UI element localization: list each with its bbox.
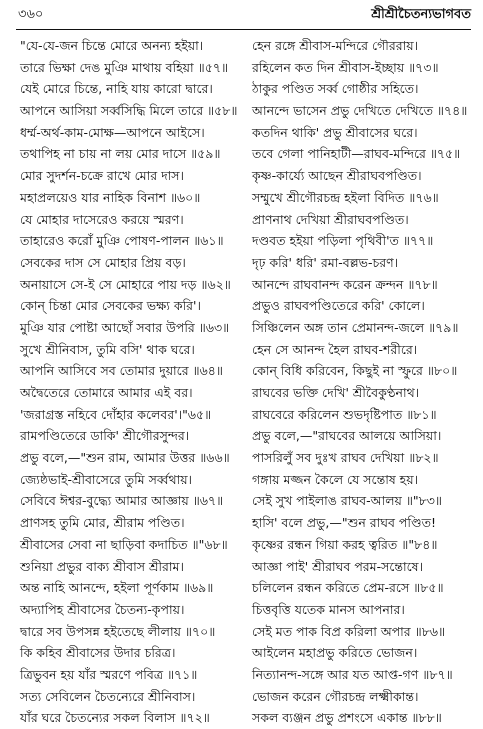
verse-line: কতদিন থাকি' প্রভু শ্রীবাসের ঘরে। [252, 124, 418, 140]
verse-line: সেবিবে ঈশ্বর-বুদ্ধ্যে আমার আজ্ঞায় ॥৬৭॥ [20, 493, 224, 509]
verse-line: আপনি আসিবে সব তোমার দুয়ারে ॥৬৪॥ [20, 363, 223, 379]
verse-line: জ্যেষ্ঠভাই-শ্রীবাসেরে তুমি সর্ব্বথায়। [20, 471, 193, 487]
verse-line: তথাপিহ না চায় না লয় মোর দাসে ॥৫৯॥ [20, 146, 221, 162]
verse-line: রাঘবের ভক্তি দেখি' শ্রীবৈকুণ্ঠনাথ। [252, 385, 420, 400]
verse-line: ঠাকুর পণ্ডিত সর্ব্ব গোষ্ঠীর সহিতে। [252, 81, 419, 97]
verse-line: আনন্দে ভাসেন প্রভু দেখিতে দেখিতে ॥৭৪॥ [252, 103, 468, 119]
verse-line: চিত্তবৃত্তি যতেক মানস আপনার। [252, 601, 405, 617]
verse-line: প্রভু বলে,—"শুন রাম, আমার উত্তর ॥৬৬॥ [20, 450, 230, 466]
verse-line: আজ্ঞা পাই' শ্রীরাঘব পরম-সন্তোষে। [252, 558, 424, 574]
verse-line: যাঁর ঘরে চৈতন্যের সকল বিলাস ॥৭২॥ [20, 710, 210, 726]
verse-line: আপনে আসিয়া সর্ব্বসিদ্ধি মিলে তারে ॥৫৮॥ [20, 103, 238, 119]
verse-line: আইলেন মহাপ্রভু করিতে ভোজন। [252, 645, 418, 661]
running-title: শ্রীশ্রীচৈতন্যভাগবত [371, 7, 471, 22]
verse-line: অনায়াসে সে-ই সে মোহারে পায় দড় ॥৬২॥ [20, 276, 231, 292]
verse-line: তবে গেলা পানিহাটী—রাঘব-মন্দিরে ॥৭৫॥ [252, 146, 461, 162]
verse-line: সেই সুখ পাইলাঙ রাঘব-আলয় ॥"৮৩॥ [252, 493, 442, 509]
verse-line: হেন রঙ্গে শ্রীবাস-মন্দিরে গৌররায়। [252, 38, 419, 53]
verse-line: শ্রীবাসের সেবা না ছাড়িবা কদাচিত ॥"৬৮॥ [20, 536, 228, 552]
verse-line: চলিলেন রন্ধন করিতে প্রেম-রসে ॥৮৫॥ [252, 580, 444, 596]
verse-line: দৃঢ় করি' ধরি' রমা-বল্লভ-চরণ। [252, 254, 399, 270]
verse-line: যে মোহার দাসেরেও করয়ে স্মরণ। [20, 211, 184, 227]
verse-line: ভোজন করেন গৌরচন্দ্র লক্ষ্মীকান্ত। [252, 688, 419, 704]
verse-line: সুখে শ্রীনিবাস, তুমি বসি' থাক ঘরে। [20, 341, 195, 357]
verse-line: মহাপ্রলয়েও যার নাহিক বিনাশ ॥৬০॥ [20, 189, 201, 205]
verse-line: মুঞি যার পোষ্টা আছোঁ সবার উপরি ॥৬৩॥ [20, 319, 230, 335]
verse-line: প্রভু বলে,—"রাঘবের আলয়ে আসিয়া। [252, 428, 442, 444]
verse-line: যেই মোরে চিন্তে, নাহি যায় কারো দ্বারে। [20, 81, 213, 97]
verse-line: প্রাণনাথ দেখিয়া শ্রীরাঘবপণ্ডিত। [252, 211, 409, 227]
verse-line: ত্রিভুবন হয় যাঁর স্মরণে পবিত্র ॥৭১॥ [20, 666, 198, 682]
header-rule [16, 29, 471, 30]
verse-line: অদ্যাপিহ শ্রীবাসের চৈতন্য-কৃপায়। [20, 601, 185, 617]
verse-line: রহিলেন কত দিন শ্রীবাস-ইচ্ছায় ॥৭৩॥ [252, 59, 439, 75]
verse-line: কোন্ বিধি করিবেন, কিছুই না স্ফুরে ॥৮০॥ [252, 363, 458, 379]
verse-line: ধর্ম্ম-অর্থ-কাম-মোক্ষ—আপনে আইসে। [20, 124, 205, 140]
verse-line: প্রভুও রাঘবপণ্ডিতেরে করি' কোলে। [252, 298, 425, 314]
verse-line: অদ্বৈতেরে তোমারে আমার এই বর। [20, 385, 193, 400]
verse-line: কৃষ্ণ-কার্য্যে আছেন শ্রীরাঘবপণ্ডিত। [252, 168, 422, 184]
verse-line: শুনিয়া প্রভুর বাক্য শ্রীবাস শ্রীরাম। [20, 558, 184, 574]
verse-line: মোর সুদর্শন-চক্রে রাখে মোর দাস। [20, 168, 184, 184]
verse-line: সত্য সেবিলেন চৈতন্যেরে শ্রীনিবাস। [20, 688, 196, 704]
verse-line: গঙ্গায় মজ্জন কৈলে যে সন্তোষ হয়। [252, 471, 419, 487]
verse-line: কোন্ চিন্তা মোর সেবকের ভক্ষ্য করি'। [20, 298, 201, 314]
verse-line: তাহারেও করোঁ মুঞি পোষণ-পালন ॥৬১॥ [20, 233, 224, 249]
verse-line: নিত্যানন্দ-সঙ্গে আর যত আপ্ত-গণ ॥৮৭॥ [252, 666, 453, 682]
verse-line: হাসি' বলে প্রভু,—"শুন রাঘব পণ্ডিত! [252, 515, 436, 531]
verse-line: সম্মুখে শ্রীগৌরচন্দ্র হইলা বিদিত ॥৭৬॥ [252, 189, 439, 205]
verse-line: দ্বারে সব উপসন্ন হইতেছে লীলায় ॥৭০॥ [20, 623, 216, 639]
verse-line: সেবকের দাস সে মোহার প্রিয় বড়। [20, 254, 186, 270]
verse-line: পাসরিলুঁ সব দুঃখ রাঘব দেখিয়া ॥৮২॥ [252, 450, 439, 466]
verse-line: 'জরাগ্রস্ত নহিবে দোঁহার কলেবর'।"৬৫॥ [20, 406, 212, 422]
right-verse-column [252, 35, 476, 729]
verse-line: তারে ভিক্ষা দেঙ মুঞি মাথায় বহিয়া ॥৫৭॥ [20, 59, 229, 75]
verse-line: সকল ব্যঞ্জন প্রভু প্রশংসে একান্ত ॥৮৮॥ [252, 710, 442, 726]
verse-line: দণ্ডবত হইয়া পড়িলা পৃথিবী'ত ॥৭৭॥ [252, 233, 434, 249]
verse-line: "যে-যে-জন চিন্তে মোরে অনন্য হইয়া। [20, 38, 204, 53]
verse-line: হেন সে আনন্দ হৈল রাঘব-শরীরে। [252, 341, 418, 357]
verse-line: অন্ত নাহি আনন্দে, হইলা পূর্ণকাম ॥৬৯॥ [20, 580, 214, 596]
verse-line: সিঞ্চিলেন অঙ্গ তান প্রেমানন্দ-জলে ॥৭৯॥ [252, 319, 459, 335]
left-verse-column [20, 35, 242, 729]
verse-line: রাঘবেরে করিলেন শুভদৃষ্টিপাত ॥৮১॥ [252, 406, 437, 422]
verse-line: রামপণ্ডিতেরে ডাকি' শ্রীগৌরসুন্দর। [20, 428, 190, 444]
verse-line: কৃষ্ণের রন্ধন গিয়া করহ ত্বরিত ॥"৮৪॥ [252, 536, 438, 552]
page-header [18, 6, 471, 26]
verse-line: কি কহিব শ্রীবাসের উদার চরিত্র। [20, 645, 176, 661]
verse-line: প্রাণসহ তুমি মোর, শ্রীরাম পণ্ডিত। [20, 515, 185, 531]
verse-line: আনন্দে রাঘবানন্দ করেন ক্রন্দন ॥৭৮॥ [252, 276, 438, 292]
verse-line: সেই মত পাক বিপ্র করিলা অপার ॥৮৬॥ [252, 623, 446, 639]
page-number: ৩৬০ [18, 7, 44, 22]
